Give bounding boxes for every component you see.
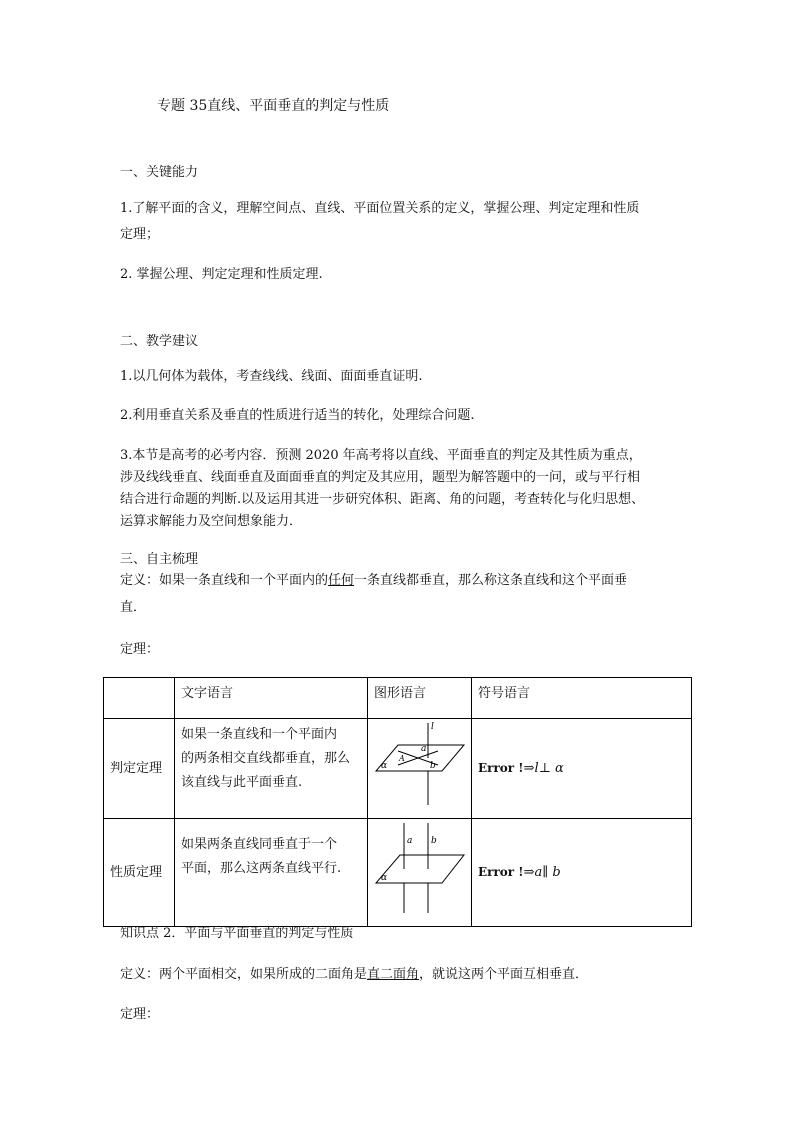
section1-item1-line2: 定理； [120,227,160,242]
text-line: 如果一条直线和一个平面内 [181,727,338,742]
label-l: l [430,722,434,732]
two-parallel-lines-plane-figure [372,821,468,915]
theorem-table [103,677,692,927]
section2-item3-line1: 3.本节是高考的必考内容．预测 2020 年高考将以直线、平面垂直的判定及其性质为重点， [120,448,642,463]
definition-text-post: ，就说这两个平面互相垂直． [419,967,589,982]
section3-definition [120,571,627,591]
row-figure-property [368,819,472,927]
table-header-row [104,678,692,719]
row-symbol-property [472,819,692,927]
text-line: 该直线与此平面垂直. [181,775,303,790]
row-name-property: 性质定理 [104,819,175,927]
section2-item1: 1.以几何体为载体，考查线线、线面、面面垂直证明. [120,369,423,384]
section2-heading: 二、教学建议 [120,334,199,349]
plane-alpha [376,745,464,771]
section1-item2: 2. 掌握公理、判定定理和性质定理. [120,267,323,282]
line-perpendicular-plane-figure [372,721,468,807]
row-figure-judgment [368,719,472,819]
table-header-text: 文字语言 [175,678,368,719]
section2-item2: 2.利用垂直关系及垂直的性质进行适当的转化，处理综合问题. [120,408,475,423]
label-a: a [406,836,412,846]
text-line: 如果两条直线同垂直于一个 [181,837,338,852]
label-alpha: α [380,873,387,883]
row-text-property [175,819,368,927]
section2-item3-line3: 结合进行命题的判断.以及运用其进一步研究体积、距离、角的问题，考查转化与化归思想、 [120,492,645,507]
row-text-judgment [175,719,368,819]
definition-text-post: 一条直线都垂直，那么称这条直线和这个平面垂 [354,573,628,588]
section1-heading: 一、关键能力 [120,165,199,180]
text-line: 的两条相交直线都垂直，那么 [181,751,351,766]
section2-item3-line2: 涉及线线垂直、线面垂直及面面垂直的判定及其应用，题型为解答题中的一问，或与平行相 [120,470,641,485]
table-row [104,819,692,927]
section1-item1-line1: 1.了解平面的含义，理解空间点、直线、平面位置关系的定义，掌握公理、判定定理和性质 [120,201,640,216]
symbol-error-text: Error ! [478,761,524,775]
definition-underlined-term: 任何 [328,573,355,588]
label-alpha: α [380,761,387,771]
section3-theorem-label: 定理： [120,642,160,657]
symbol-formula: ⇒a∥ b [523,865,561,880]
definition-text-pre: 定义：两个平面相交，如果所成的二面角是 [120,967,368,982]
page-title: 专题 35直线、平面垂直的判定与性质 [157,98,390,114]
table-row [104,719,692,819]
section2-item3-line4: 运算求解能力及空间想象能力． [120,514,303,529]
section3-heading: 三、自主梳理 [120,552,199,567]
table-header-symbol: 符号语言 [472,678,692,719]
section3-definition-line2: 直． [120,600,147,615]
label-b: b [430,836,437,846]
section4-heading: 知识点 2．平面与平面垂直的判定与性质 [120,926,354,941]
definition-text-pre: 定义：如果一条直线和一个平面内的 [120,573,329,588]
label-a: a [420,744,426,754]
row-symbol-judgment [472,719,692,819]
label-b: b [429,761,436,771]
section4-theorem-label: 定理： [120,1007,160,1022]
row-name-judgment: 判定定理 [104,719,175,819]
text-line: 平面，那么这两条直线平行. [181,861,342,876]
symbol-formula: ⇒l⊥ α [523,761,564,776]
symbol-error-text: Error ! [478,865,524,879]
label-A: A [398,754,405,763]
definition-underlined-term: 直二面角 [367,967,420,982]
section4-definition [120,965,588,985]
table-header-figure: 图形语言 [368,678,472,719]
plane-alpha [376,855,464,883]
table-header-empty [104,678,175,719]
